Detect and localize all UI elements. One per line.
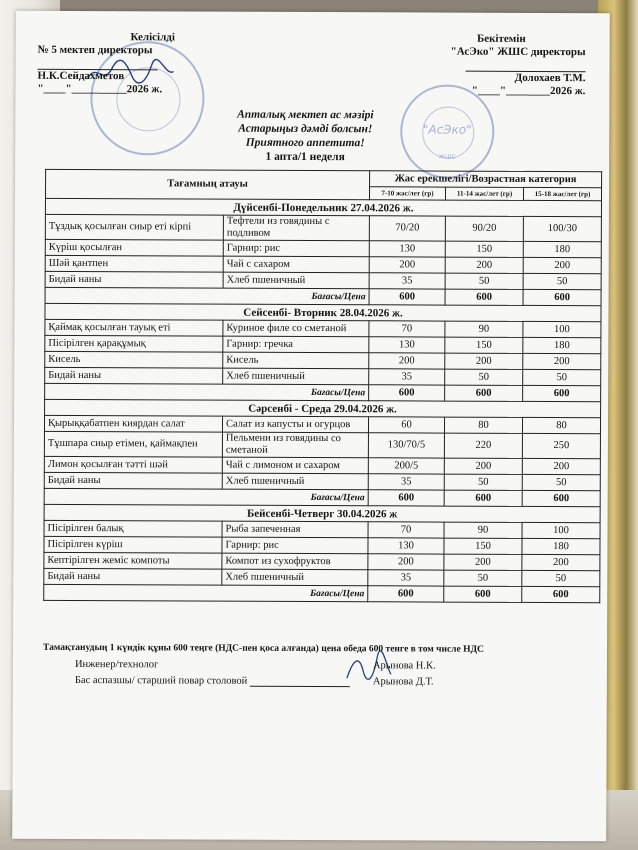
portion-11-14: 50 (444, 474, 522, 490)
school-director-name: Н.К.Сейдахметов (37, 69, 125, 83)
portion-11-14: 50 (444, 570, 522, 586)
dish-name-ru: Салат из капусты и огурцов (222, 416, 368, 433)
signature-line (250, 676, 350, 687)
price-value: 600 (369, 385, 445, 401)
portion-7-10: 35 (369, 273, 445, 289)
price-value: 600 (445, 289, 523, 305)
dish-column-header: Тағамның атауы (45, 169, 369, 199)
portion-7-10: 200 (369, 257, 445, 273)
dish-name-ru: Гарнир: гречка (223, 336, 369, 353)
portion-11-14: 200 (444, 554, 522, 570)
portion-15-18: 180 (523, 337, 601, 353)
dish-name-kz: Қаймақ қосылған тауық еті (45, 319, 223, 336)
dish-name-kz: Пісірілген балық (44, 520, 222, 537)
agreed-label: Келісілді (130, 31, 175, 44)
dish-name-ru: Рыба запеченная (222, 521, 368, 538)
portion-15-18: 100 (523, 321, 601, 337)
age-column-header: Жас ерекшелігі/Возрастная категория (370, 171, 602, 188)
portion-11-14: 200 (445, 353, 523, 369)
dish-name-ru: Пельмени из говядины со сметаной (222, 432, 368, 458)
agreed-date: "____"__________2026 ж. (37, 82, 163, 96)
price-value: 600 (368, 490, 444, 506)
week-label: 1 апта/1 неделя (265, 150, 345, 164)
company-director-title: "АсЭко" ЖШС директоры (450, 45, 586, 59)
portion-7-10: 35 (368, 570, 444, 586)
portion-11-14: 150 (444, 538, 522, 554)
portion-15-18: 50 (523, 273, 601, 289)
price-value: 600 (444, 490, 522, 506)
dish-name-kz: Бидай наны (45, 367, 223, 384)
dish-name-kz: Кисель (45, 351, 223, 368)
portion-7-10: 35 (369, 369, 445, 385)
day-title: Бейсенбі-Четверг 30.04.2026 ж (44, 504, 600, 522)
dish-name-kz: Лимон қосылған тәтті шәй (44, 456, 222, 473)
dish-name-ru: Гарнир: рис (222, 537, 368, 554)
title-kz: Апталық мектеп ас мәзірі (237, 108, 374, 122)
table-row (44, 431, 600, 458)
dish-name-ru: Кисель (223, 352, 369, 369)
dish-name-ru: Чай с сахаром (223, 256, 369, 273)
dish-name-kz: Кептірілген жеміс компоты (44, 552, 222, 569)
dish-name-ru: Компот из сухофруктов (222, 553, 368, 570)
dish-name-ru: Гарнир: рис (223, 240, 369, 257)
price-label: Бағасы/Цена (45, 287, 369, 304)
stamp-small-text: ЖШС (438, 153, 456, 161)
table-row (45, 214, 601, 241)
chef-name: Арынова Д.Т. (372, 676, 434, 688)
price-value: 600 (444, 586, 522, 602)
portion-7-10: 130 (369, 241, 445, 257)
dish-name-kz: Бидай наны (45, 271, 223, 288)
dish-name-kz: Күріш қосылған (45, 239, 223, 256)
portion-11-14: 90/20 (445, 216, 523, 241)
portion-11-14: 50 (445, 369, 523, 385)
portion-7-10: 200 (368, 554, 444, 570)
portion-11-14: 90 (444, 522, 522, 538)
menu-table (43, 169, 602, 603)
dish-name-ru: Тефтели из говядины с подливом (223, 215, 369, 241)
dish-name-ru: Хлеб пшеничный (223, 272, 369, 289)
technologist-role: Инженер/технолог (74, 658, 159, 671)
price-value: 600 (523, 289, 601, 305)
menu-sheet (12, 11, 610, 842)
dish-name-kz: Тұздық қосылған сиыр еті кірпі (45, 214, 223, 240)
company-director-name: Долохаев Т.М. (514, 71, 586, 85)
age-11-14-header: 11-14 жас/лет (гр) (446, 187, 524, 200)
price-label: Бағасы/Цена (45, 383, 369, 400)
day-title: Сейсенбі- Вторник 28.04.2026 ж. (45, 303, 601, 321)
approved-label: Бекітемін (476, 32, 526, 45)
portion-7-10: 70/20 (369, 216, 445, 241)
portion-11-14: 150 (445, 337, 523, 353)
price-value: 600 (522, 586, 600, 602)
price-label: Бағасы/Цена (44, 488, 368, 505)
dish-name-kz: Бидай наны (44, 568, 222, 585)
day-title: Сәрсенбі - Среда 29.04.2026 ж. (45, 399, 601, 417)
portion-11-14: 50 (445, 273, 523, 289)
day-title: Дүйсенбі-Понедельник 27.04.2026 ж. (45, 198, 601, 216)
dish-name-kz: Пісірілген қарақұмық (45, 335, 223, 352)
portion-15-18: 50 (522, 570, 600, 586)
portion-11-14: 90 (445, 321, 523, 337)
portion-15-18: 200 (522, 554, 600, 570)
price-value: 600 (523, 385, 601, 401)
portion-15-18: 200 (523, 353, 601, 369)
price-value: 600 (522, 490, 600, 506)
portion-7-10: 70 (369, 321, 445, 337)
portion-7-10: 60 (368, 417, 444, 433)
chef-role-text: Бас аспазшы/ старший повар столовой (74, 674, 248, 687)
portion-15-18: 80 (522, 417, 600, 433)
age-7-10-header: 7-10 жас/лет (гр) (370, 187, 446, 200)
portion-15-18: 180 (522, 538, 600, 554)
dish-name-kz: Пісірілген күріш (44, 536, 222, 553)
price-row (44, 584, 600, 602)
portion-15-18: 50 (522, 474, 600, 490)
stamp-text: "АсЭко" (422, 122, 472, 137)
price-value: 600 (369, 289, 445, 305)
header-right (345, 32, 585, 98)
portion-7-10: 200 (369, 353, 445, 369)
dish-name-ru: Хлеб пшеничный (222, 569, 368, 586)
portion-11-14: 200 (444, 458, 522, 474)
portion-7-10: 70 (368, 522, 444, 538)
price-label: Бағасы/Цена (44, 584, 368, 601)
portion-15-18: 100 (522, 522, 600, 538)
portion-15-18: 200 (523, 257, 601, 273)
portion-11-14: 80 (444, 417, 522, 433)
portion-11-14: 150 (445, 241, 523, 257)
table-header-row (46, 169, 602, 187)
dish-name-ru: Хлеб пшеничный (222, 473, 368, 490)
price-value: 600 (445, 385, 523, 401)
portion-15-18: 50 (523, 369, 601, 385)
approved-date: "____"________2026 ж. (471, 84, 586, 98)
portion-7-10: 200/5 (368, 458, 444, 474)
wish-ru: Приятного аппетита! (245, 136, 365, 150)
portion-7-10: 35 (368, 474, 444, 490)
signature-line (38, 59, 158, 71)
price-value: 600 (368, 586, 444, 602)
portion-15-18: 100/30 (523, 216, 601, 241)
portion-11-14: 200 (445, 257, 523, 273)
signature-line (466, 61, 586, 73)
portion-15-18: 180 (523, 241, 601, 257)
portion-15-18: 250 (522, 433, 600, 458)
dish-name-ru: Чай с лимоном и сахаром (222, 457, 368, 474)
portion-7-10: 130/70/5 (368, 433, 444, 458)
technologist-name: Арынова Н.К. (372, 660, 436, 672)
cost-note: Тамақтанудың 1 күндік құны 600 теңге (НДС-пен қоса алғанда) цена обеда 600 тенге в том числе НДС (43, 642, 484, 655)
portion-7-10: 130 (369, 337, 445, 353)
chef-role (75, 675, 350, 687)
dish-name-ru: Куриное филе со сметаной (223, 320, 369, 337)
dish-name-kz: Бидай наны (44, 472, 222, 489)
portion-7-10: 130 (368, 538, 444, 554)
wish-kz: Астарыңыз дәмді болсын! (238, 122, 373, 136)
portion-15-18: 200 (522, 458, 600, 474)
dish-name-ru: Хлеб пшеничный (223, 368, 369, 385)
age-15-18-header: 15-18 жас/лет (гр) (524, 187, 602, 200)
dish-name-kz: Тұшпара сиыр етімен, қаймақпен (44, 431, 222, 457)
header-left (37, 31, 267, 97)
dish-name-kz: Қырыққабатпен киярдан салат (44, 415, 222, 432)
portion-11-14: 220 (444, 433, 522, 458)
school-director-title: № 5 мектеп директоры (37, 43, 153, 57)
menu-titles (155, 107, 455, 164)
dish-name-kz: Шәй қантпен (45, 255, 223, 272)
